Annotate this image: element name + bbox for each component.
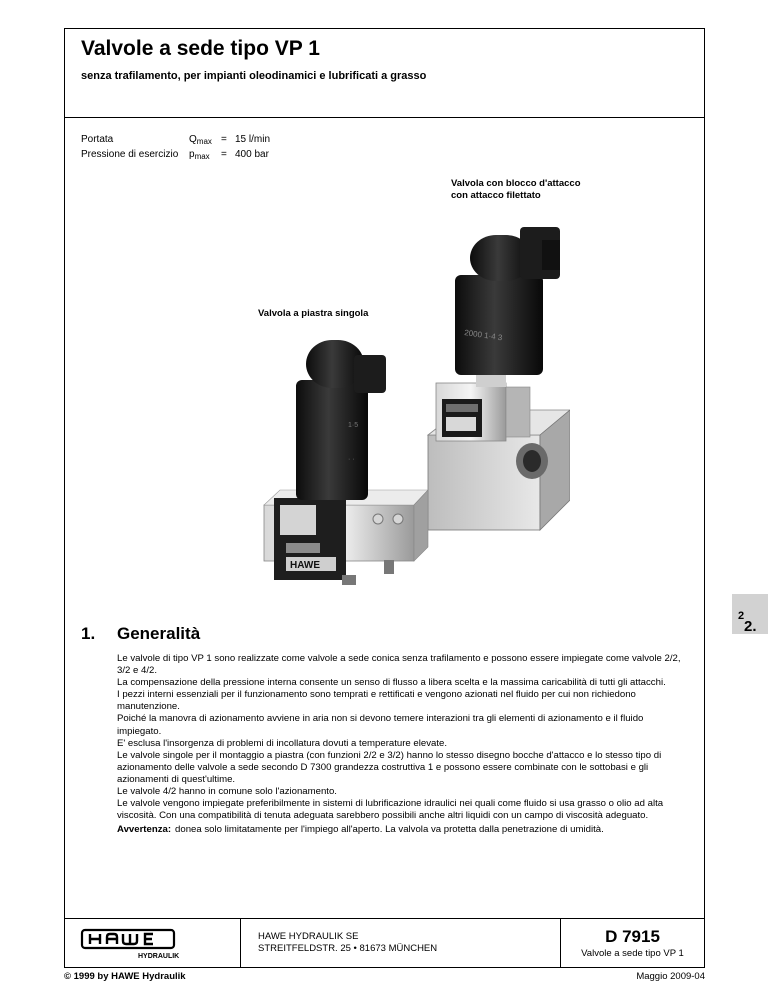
paragraph: E' esclusa l'insorgenza di problemi di incollatura dovuti a temperature elevate. bbox=[117, 737, 448, 749]
paragraph: I pezzi interni essenziali per il funzionamento sono temprati e rettificati e vengono azionati nel fluido per cui non richiedono manutenzione. bbox=[117, 689, 636, 713]
spec-row-flow bbox=[81, 133, 270, 148]
note-text: donea solo limitatamente per l'impiego all'aperto. La valvola va protetta dalla penetrazione di umidità. bbox=[175, 824, 604, 835]
svg-text:· ·: · · bbox=[348, 456, 355, 463]
valve-product-photo bbox=[250, 205, 570, 585]
footer-divider bbox=[64, 918, 705, 919]
paragraph: La compensazione della pressione interna consente un senso di flusso a libera scelta e la massima caricabilità di tutti gli attacchi. bbox=[117, 677, 666, 689]
paragraph: Le valvole singole per il montaggio a piastra (con funzioni 2/2 e 3/2) hanno lo stesso disegno bocche d'attacco e lo stesso tipo di azionamento delle valvole a sede secondo D 7300 grandezza costruttiva 1 e possono essere combinate con le sottobasi e gli azionamenti di quest'ultime. bbox=[117, 749, 662, 785]
warning-note bbox=[117, 824, 687, 836]
spec-label: Pressione di esercizio bbox=[81, 149, 179, 160]
specs-table bbox=[81, 133, 270, 163]
spec-equals: = bbox=[221, 134, 227, 145]
section-title: Generalità bbox=[117, 624, 201, 643]
page-title: Valvole a sede tipo VP 1 bbox=[81, 37, 320, 60]
paragraph: Le valvole 4/2 hanno in comune solo l'azionamento. bbox=[117, 786, 337, 798]
chapter-tab: 2. 2 bbox=[732, 594, 768, 634]
header-divider bbox=[64, 117, 705, 118]
block-valve-image bbox=[428, 227, 570, 530]
footer-address: HAWE HYDRAULIK SE STREITFELDSTR. 25 • 81673 MÜNCHEN bbox=[258, 931, 438, 954]
svg-text:HYDRAULIK: HYDRAULIK bbox=[138, 953, 180, 960]
spec-row-pressure bbox=[81, 148, 270, 163]
paragraph: Le valvole vengono impiegate preferibilmente in sistemi di lubrificazione idraulici nei quali come fluido si usa grasso o olio ad alta viscosità. Con una compatibilità di tenuta adeguata sarebbero possibili anche altri liquidi con un campo di viscosità adeguato. bbox=[117, 798, 664, 822]
svg-text:1·5: 1·5 bbox=[348, 422, 359, 429]
copyright: © 1999 by HAWE Hydraulik bbox=[64, 971, 186, 982]
caption-plate-valve: Valvola a piastra singola bbox=[258, 308, 369, 319]
spec-value: 400 bar bbox=[235, 149, 269, 160]
caption-block-valve: Valvola con blocco d'attacco con attacco filettato bbox=[451, 178, 581, 201]
footer-column-divider bbox=[240, 918, 241, 968]
issue-date: Maggio 2009-04 bbox=[636, 971, 705, 982]
svg-text:HAWE: HAWE bbox=[290, 560, 320, 571]
note-label: Avvertenza: bbox=[117, 824, 172, 835]
spec-label: Portata bbox=[81, 134, 114, 145]
connector-plug bbox=[354, 355, 386, 393]
svg-text:2000 1·4 3: 2000 1·4 3 bbox=[463, 328, 503, 343]
spec-symbol: $p_{max}$ bbox=[189, 149, 210, 161]
solenoid-coil bbox=[455, 275, 543, 375]
paragraph: Le valvole di tipo VP 1 sono realizzate come valvole a sede conica senza trafilamento e possono essere impiegate come valvole 2/2, 3/2 e 4/2. bbox=[117, 653, 681, 677]
section-body bbox=[117, 653, 687, 822]
document-code: D 7915 bbox=[605, 927, 660, 946]
paragraph: Poiché la manovra di azionamento avviene in aria non si devono temere interazioni tra gli elementi di azionamento e il fluido impiegato. bbox=[117, 713, 644, 737]
solenoid-coil bbox=[296, 380, 368, 500]
spec-equals: = bbox=[221, 149, 227, 160]
plate-valve-image bbox=[264, 340, 428, 585]
spec-symbol: $Q_{max}$ bbox=[189, 134, 212, 146]
spec-value: 15 l/min bbox=[235, 134, 271, 145]
section-number: 1. bbox=[81, 624, 96, 643]
document-title: Valvole a sede tipo VP 1 bbox=[581, 948, 684, 959]
hawe-logo bbox=[80, 928, 180, 960]
page-subtitle: senza trafilamento, per impianti oleodinamici e lubrificati a grasso bbox=[81, 70, 427, 82]
